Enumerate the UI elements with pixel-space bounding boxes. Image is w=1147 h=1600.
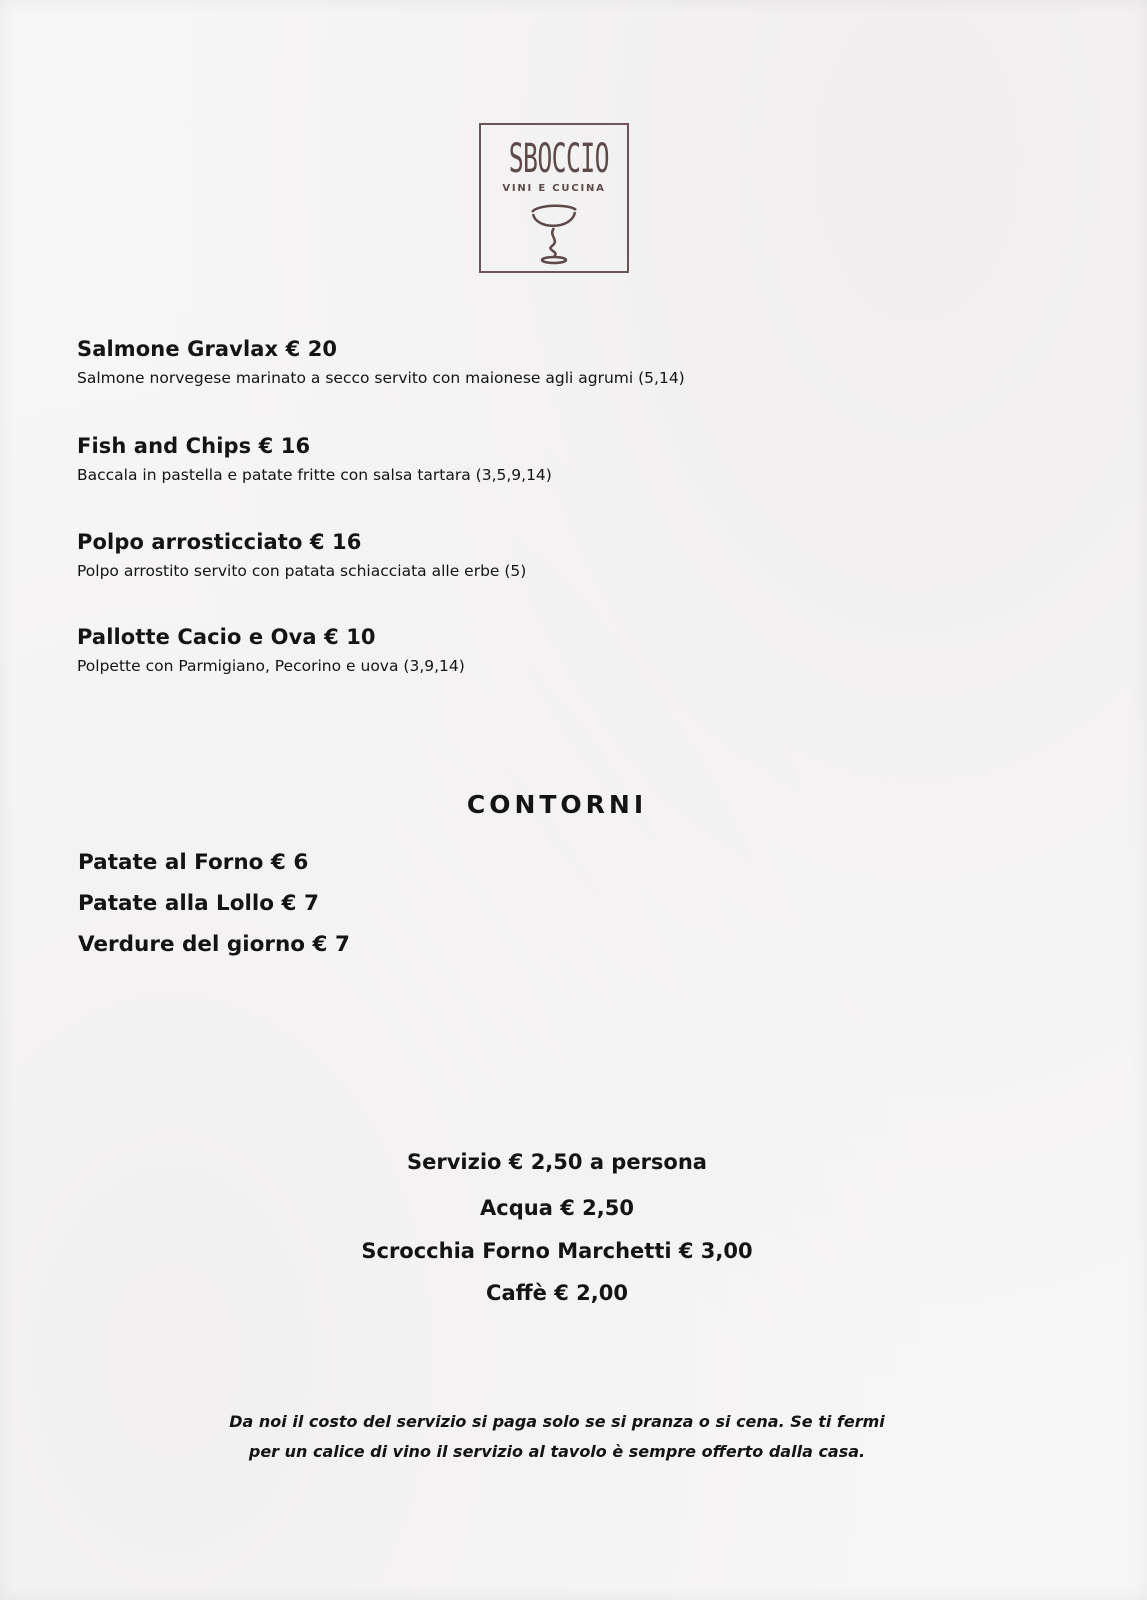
dish-item bbox=[77, 337, 685, 387]
dish-title: Pallotte Cacio e Ova € 10 bbox=[77, 625, 376, 649]
side-dish-item: Patate alla Lollo € 7 bbox=[78, 891, 319, 916]
logo-tagline: VINI E CUCINA bbox=[502, 183, 606, 194]
extra-item-caffe: Caffè € 2,00 bbox=[486, 1281, 628, 1305]
side-dish-item: Verdure del giorno € 7 bbox=[78, 932, 350, 957]
dish-title: Salmone Gravlax € 20 bbox=[77, 337, 338, 361]
dish-item bbox=[77, 625, 465, 675]
dish-description: Polpo arrostito servito con patata schiacciata alle erbe (5) bbox=[77, 562, 527, 580]
contorni-heading: CONTORNI bbox=[466, 790, 648, 819]
side-dish-item: Patate al Forno € 6 bbox=[78, 850, 309, 875]
service-note-line-1: Da noi il costo del servizio si paga solo se si pranza o si cena. Se ti fermi bbox=[229, 1412, 885, 1431]
service-note-line-2: per un calice di vino il servizio al tavolo è sempre offerto dalla casa. bbox=[248, 1442, 866, 1461]
dish-description: Salmone norvegese marinato a secco servito con maionese agli agrumi (5,14) bbox=[77, 369, 685, 387]
dish-title: Fish and Chips € 16 bbox=[77, 434, 311, 458]
extra-item-acqua: Acqua € 2,50 bbox=[480, 1196, 634, 1220]
extra-item-scrocchia: Scrocchia Forno Marchetti € 3,00 bbox=[361, 1239, 753, 1263]
dish-title: Polpo arrosticciato € 16 bbox=[77, 530, 362, 554]
wine-glass-icon bbox=[524, 200, 584, 266]
dish-description: Polpette con Parmigiano, Pecorino e uova (3,9,14) bbox=[77, 657, 465, 675]
dish-item bbox=[77, 434, 552, 484]
dish-item bbox=[77, 530, 526, 580]
logo-brand: SBOCCIO bbox=[508, 136, 609, 182]
dish-description: Baccala in pastella e patate fritte con salsa tartara (3,5,9,14) bbox=[77, 466, 552, 484]
extra-item-servizio: Servizio € 2,50 a persona bbox=[407, 1150, 707, 1174]
restaurant-logo bbox=[479, 123, 629, 273]
